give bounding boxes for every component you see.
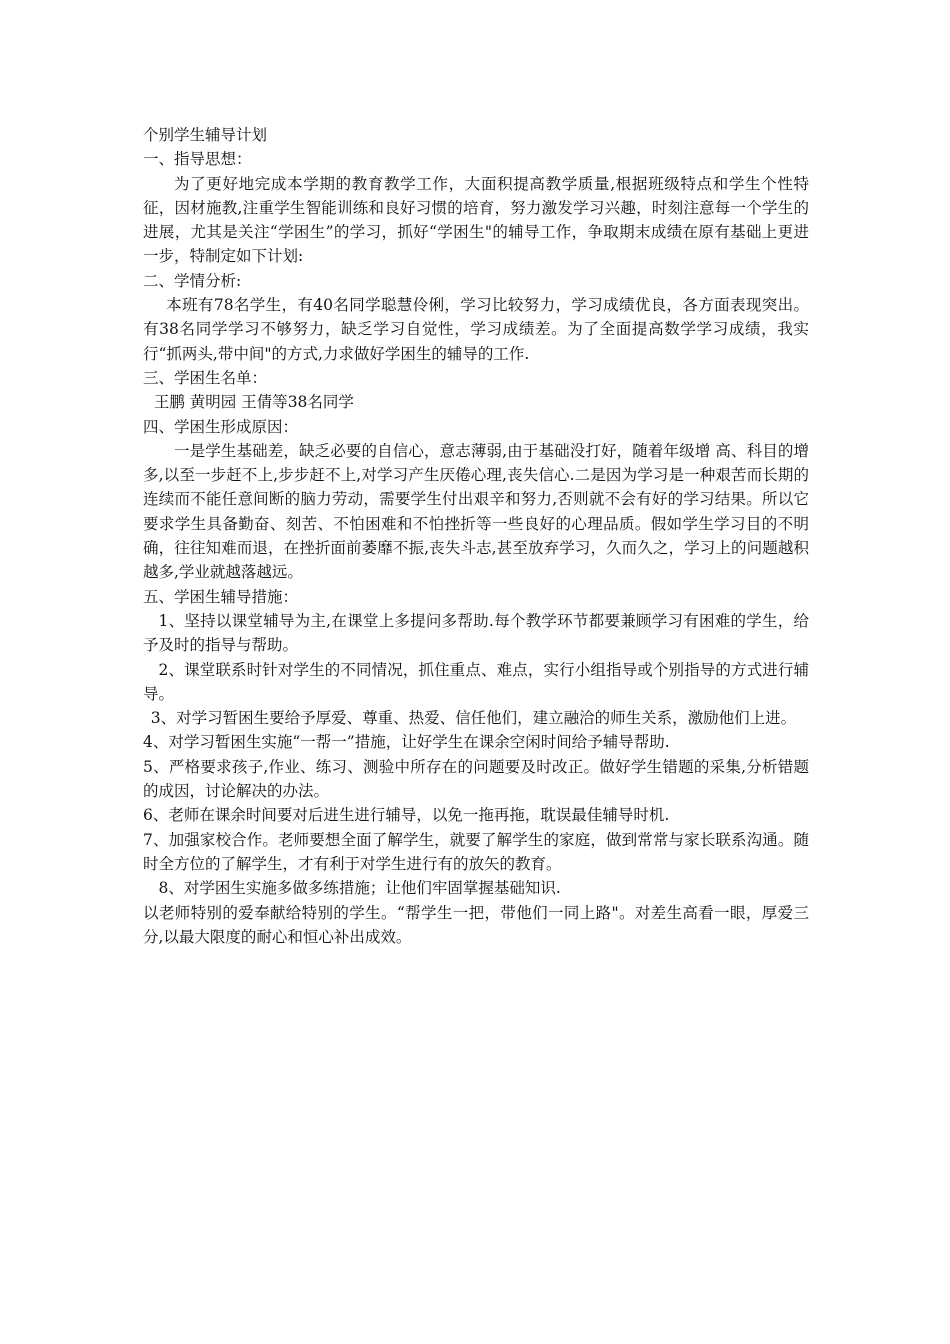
- closing-paragraph: 以老师特别的爱奉献给特别的学生。“帮学生一把，带他们一同上路"。对差生高看一眼，厚爱三分,以最大限度的耐心和恒心补出成效。: [143, 903, 809, 946]
- section-heading-causes: 四、学困生形成原因：: [143, 417, 299, 436]
- measure-item-4: 4、对学习暂困生实施“一帮一”措施，让好学生在课余空闲时间给予辅导帮助.: [143, 733, 670, 752]
- measure-item-6: 6、老师在课余时间要对后进生进行辅导，以免一拖再拖，耽误最佳辅导时机.: [143, 806, 670, 825]
- section-heading-guiding-ideas: 一、指导思想：: [143, 150, 252, 169]
- measure-item-8: 8、对学困生实施多做多练措施；让他们牢固掌握基础知识.: [158, 879, 561, 898]
- measure-item-1: 1、坚持以课堂辅导为主,在课堂上多提问多帮助.每个教学环节都要兼顾学习有困难的学生，给予及时的指导与帮助。: [143, 611, 809, 655]
- section-heading-student-analysis: 二、学情分析:: [143, 271, 242, 290]
- measure-item-7: 7、加强家校合作。老师要想全面了解学生，就要了解学生的家庭，做到常常与家长联系沟通。随时全方位的了解学生，才有利于对学生进行有的放矢的教育。: [143, 830, 809, 873]
- paragraph-student-list: 王鹏 黄明园 王倩等38名同学: [153, 393, 354, 412]
- document-title: 个别学生辅导计划: [143, 126, 268, 144]
- measure-item-5: 5、严格要求孩子,作业、练习、测验中所存在的问题要及时改正。做好学生错题的采集,分析错题的成因，讨论解决的办法。: [143, 757, 809, 801]
- measure-item-3: 3、对学习暂困生要给予厚爱、尊重、热爱、信任他们，建立融洽的师生关系，激励他们上进。: [150, 709, 797, 728]
- paragraph-causes: 一是学生基础差，缺乏必要的自信心，意志薄弱,由于基础没打好，随着年级增 高、科目的增多,以至一步赶不上,步步赶不上,对学习产生厌倦心理,丧失信心.二是因为学习是一种艰苦而长期的连续而不能任意间断的脑力劳动，需要学生付出艰辛和努力,否则就不会有好的学习结果。所以它要求学生具备勤奋、刻苦、不怕困难和不怕挫折等一些良好的心理品质。假如学生学习目的不明确，往往知难而退，在挫折面前萎靡不振,丧失斗志,甚至放弃学习，久而久之，学习上的问题越积越多,学业就越落越远。: [143, 441, 809, 582]
- paragraph-guiding-ideas: 为了更好地完成本学期的教育教学工作，大面积提高教学质量,根据班级特点和学生个性特征，因材施教,注重学生智能训练和良好习惯的培育，努力激发学习兴趣，时刻注意每一个学生的进展，尤其是关注“学困生”的学习，抓好“学困生"的辅导工作，争取期末成绩在原有基础上更进一步，特制定如下计划:: [143, 174, 809, 266]
- section-heading-measures: 五、学困生辅导措施：: [143, 587, 299, 606]
- document-body: [143, 123, 809, 949]
- paragraph-student-analysis: 本班有78名学生，有40名同学聪慧伶俐，学习比较努力，学习成绩优良，各方面表现突出。有38名同学学习不够努力，缺乏学习自觉性，学习成绩差。为了全面提高数学学习成绩，我实行“抓两头,带中间"的方式,力求做好学困生的辅导的工作.: [143, 296, 809, 363]
- section-heading-student-list: 三、学困生名单：: [143, 368, 268, 387]
- measure-item-2: 2、课堂联系时针对学生的不同情况，抓住重点、难点，实行小组指导或个别指导的方式进行辅导。: [143, 660, 809, 703]
